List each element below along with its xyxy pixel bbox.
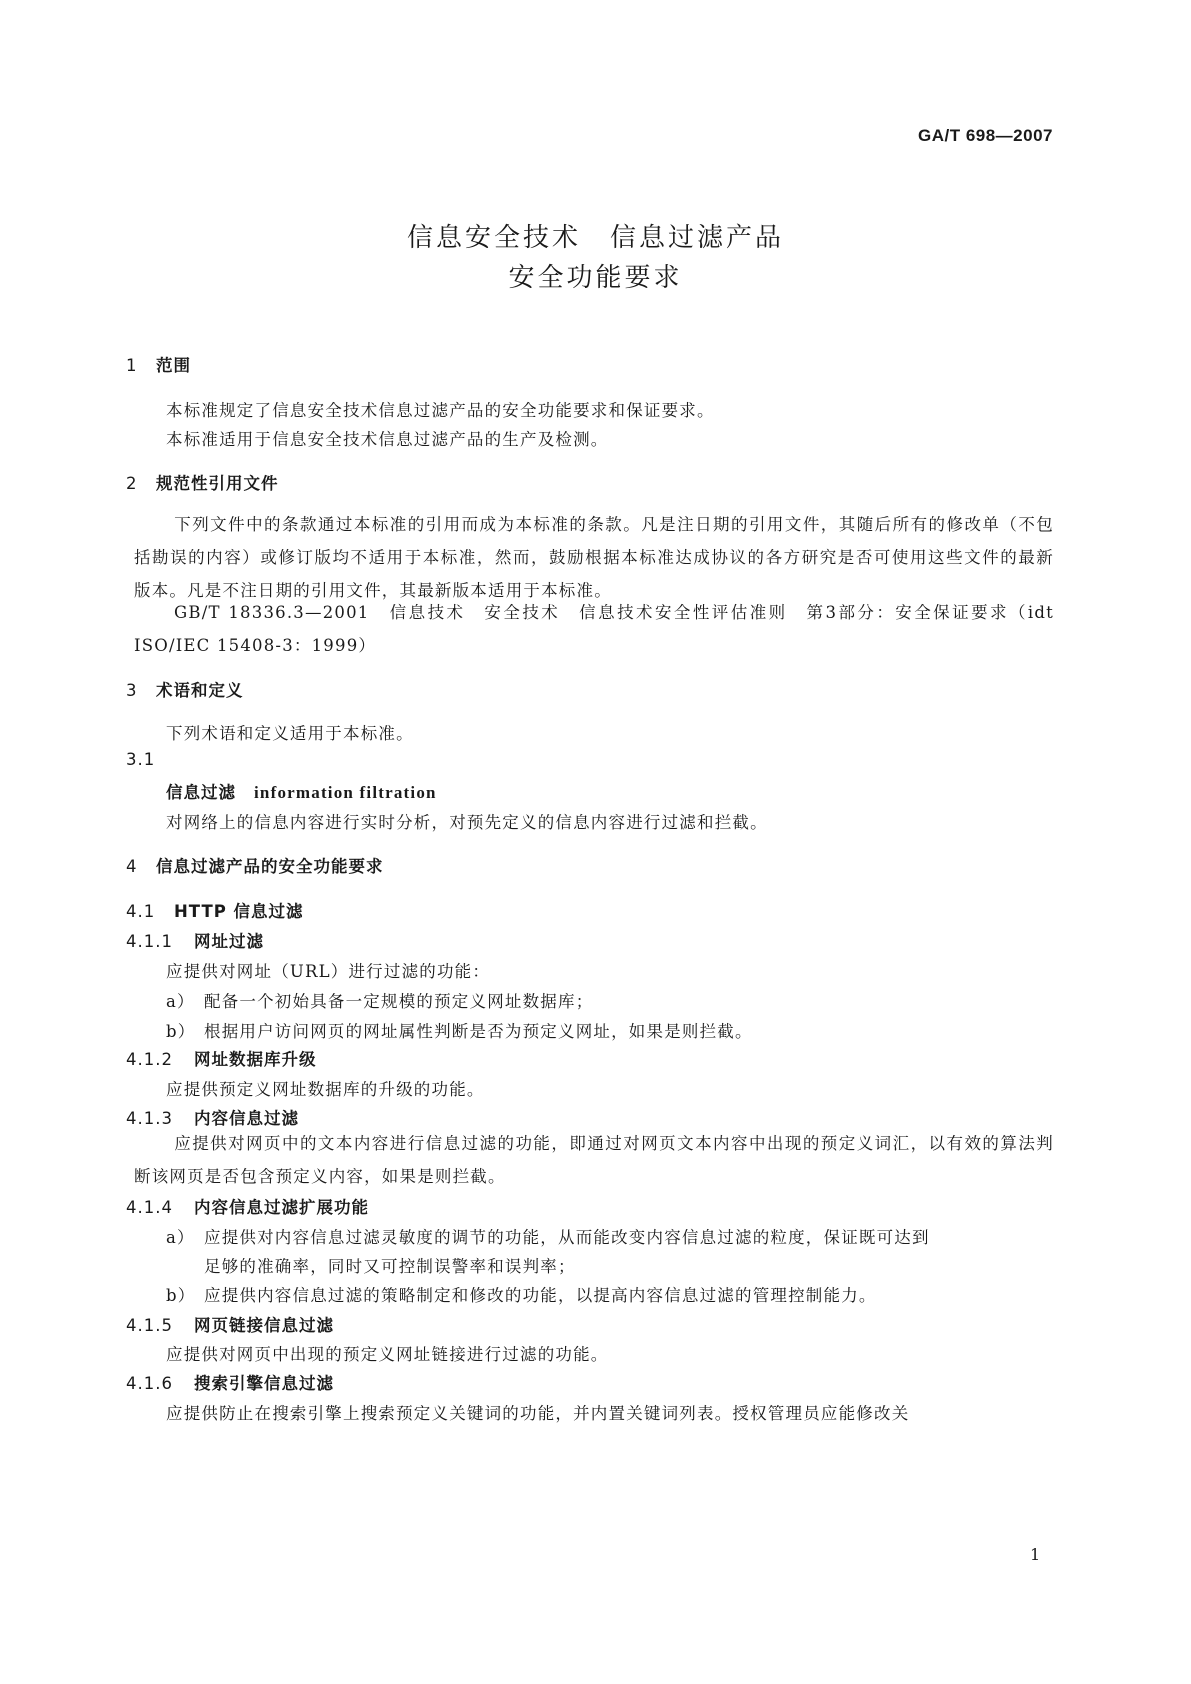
subsection-4-1-2-heading: [126, 1046, 317, 1070]
section-number: 4: [126, 857, 138, 876]
section-1-heading: [126, 352, 191, 376]
section-number: 4.1.5: [126, 1316, 173, 1335]
list-item: b） 应提供内容信息过滤的策略制定和修改的功能，以提高内容信息过滤的管理控制能力。: [166, 1286, 877, 1305]
paragraph: 应提供对网址（URL）进行过滤的功能：: [166, 962, 491, 981]
paragraph: 应提供防止在搜索引擎上搜索预定义关键词的功能，并内置关键词列表。授权管理员应能修改关: [166, 1404, 910, 1423]
section-title: 网址过滤: [194, 932, 264, 951]
subsection-4-1-6-heading: [126, 1370, 334, 1394]
paragraph: 本标准适用于信息安全技术信息过滤产品的生产及检测。: [166, 430, 609, 449]
subsection-4-1-heading: [126, 898, 304, 922]
document-title-line2: 安全功能要求: [508, 263, 683, 293]
paragraph: 下列术语和定义适用于本标准。: [166, 724, 414, 743]
section-title: 搜索引擎信息过滤: [194, 1374, 334, 1393]
subsection-4-1-4-heading: [126, 1194, 369, 1218]
reference-entry: GB/T 18336.3—2001 信息技术 安全技术 信息技术安全性评估准则 第3部分：安全保证要求（idt ISO/IEC 15408-3：1999）: [134, 603, 1054, 655]
section-title: 术语和定义: [156, 681, 244, 700]
section-title: 范围: [156, 356, 191, 375]
term-definition: 对网络上的信息内容进行实时分析，对预先定义的信息内容进行过滤和拦截。: [166, 813, 768, 832]
subsection-4-1-1-heading: [126, 928, 264, 952]
section-title: 网址数据库升级: [194, 1050, 317, 1069]
paragraph: 本标准规定了信息安全技术信息过滤产品的安全功能要求和保证要求。: [166, 401, 715, 420]
section-number: 4.1: [126, 902, 156, 921]
term-entry: [166, 779, 437, 803]
section-title: 信息过滤产品的安全功能要求: [156, 857, 384, 876]
section-number: 4.1.3: [126, 1109, 173, 1128]
section-number: 3: [126, 681, 138, 700]
section-4-heading: [126, 853, 384, 877]
paragraph: 下列文件中的条款通过本标准的引用而成为本标准的条款。凡是注日期的引用文件，其随后所有的修改单（不包括勘误的内容）或修订版均不适用于本标准，然而，鼓励根据本标准达成协议的各方研究是否可使用这些文件的最新版本。凡是不注日期的引用文件，其最新版本适用于本标准。: [134, 515, 1054, 600]
page-number: 1: [1030, 1545, 1041, 1564]
subsection-4-1-5-heading: [126, 1312, 334, 1336]
list-item-continuation: 足够的准确率，同时又可控制误警率和误判率；: [204, 1257, 576, 1276]
list-item: a） 配备一个初始具备一定规模的预定义网址数据库；: [166, 992, 594, 1011]
section-title: 内容信息过滤扩展功能: [194, 1198, 369, 1217]
section-number: 2: [126, 474, 138, 493]
paragraph: 应提供预定义网址数据库的升级的功能。: [166, 1080, 485, 1099]
section-3-heading: [126, 677, 244, 701]
subsection-number: 3.1: [126, 750, 156, 769]
paragraph: 应提供对网页中的文本内容进行信息过滤的功能，即通过对网页文本内容中出现的预定义词汇，以有效的算法判断该网页是否包含预定义内容，如果是则拦截。: [134, 1134, 1054, 1186]
document-title-line1: 信息安全技术 信息过滤产品: [406, 223, 784, 253]
term-chinese: 信息过滤: [166, 783, 236, 802]
subsection-4-1-3-heading: [126, 1105, 299, 1129]
section-number: 4.1.6: [126, 1374, 173, 1393]
section-number: 4.1.1: [126, 932, 173, 951]
section-title: HTTP 信息过滤: [174, 902, 304, 921]
section-number: 1: [126, 356, 138, 375]
section-title: 网页链接信息过滤: [194, 1316, 334, 1335]
section-2-heading: [126, 470, 279, 494]
standard-code: GA/T 698—2007: [917, 126, 1053, 145]
section-title: 规范性引用文件: [156, 474, 279, 493]
section-number: 4.1.2: [126, 1050, 173, 1069]
section-number: 4.1.4: [126, 1198, 173, 1217]
list-item: b） 根据用户访问网页的网址属性判断是否为预定义网址，如果是则拦截。: [166, 1022, 753, 1041]
section-title: 内容信息过滤: [194, 1109, 299, 1128]
paragraph: 应提供对网页中出现的预定义网址链接进行过滤的功能。: [166, 1345, 609, 1364]
term-english: information filtration: [254, 783, 437, 802]
list-item: a） 应提供对内容信息过滤灵敏度的调节的功能，从而能改变内容信息过滤的粒度，保证既可达到: [166, 1228, 930, 1247]
